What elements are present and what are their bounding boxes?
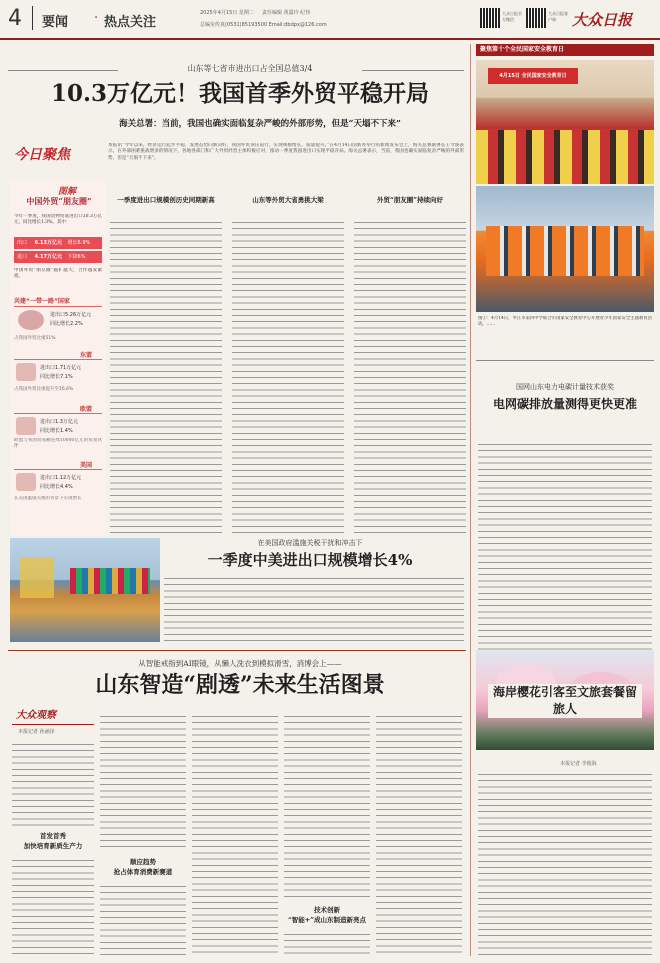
group-line: 进出口1.71万亿元 [40,365,82,371]
feature-headline: 山东智造“剧透”未来生活图景 [95,672,385,698]
intro-tag [14,144,102,164]
us-headline: 一季度中美进出口规模增长4% [207,551,413,569]
group-foot: 在美国滥施关税的背景下实现增长 [14,496,82,501]
row-label: 出口 [17,240,28,246]
group-foot: 欧盟与我国贸易额连续10000亿元的贸易伙伴 [14,438,102,449]
workers-photo [476,186,654,312]
students-photo [476,60,654,184]
infographic-title: 中国外贸“朋友圈” [26,196,92,206]
infographic-panel [10,180,106,536]
map-icon [16,363,36,381]
body-text [478,770,652,956]
group-line: 进出口1.3万亿元 [40,419,78,425]
divider [470,44,471,956]
body-text [284,930,370,956]
section-name: 要闻 [42,15,69,30]
reporter-line: 本报记者 孙涵泽 [18,729,55,735]
col-head: 一季度进出口规模创历史同期新高 [117,196,215,204]
workers-shape [486,226,644,276]
section-sub: 抢占体育消费新赛道 [113,868,173,876]
section-sub: 加快培育新质生产力 [23,842,83,850]
story2-kicker: 国网山东电力电碳计量技术获奖 [516,383,614,391]
body-text [478,440,652,666]
page-number: 4 [8,6,22,31]
group-foot: 占我国外贸比重51% [14,336,56,341]
us-kicker: 在美国政府滥施关税干扰和冲击下 [257,539,363,547]
story3-reporter: 本报记者 李俊海 [560,761,597,767]
lead-kicker: 山东等七省市进出口占全国总值3/4 [187,64,313,73]
body-text [164,574,464,646]
group-line: 进出口1.12万亿元 [40,475,82,481]
newspaper-logo: 大众日报 [572,11,633,29]
containers-shape [70,568,150,594]
lead-headline: 10.3万亿元！我国首季外贸平稳开局 [50,80,430,107]
right-banner [476,44,654,56]
crowd-shape [476,130,654,184]
group-label: 东盟 [80,352,93,359]
group-line: 同比增长2.2% [50,321,83,327]
row-value: 4.17万亿元 [34,254,62,260]
body-text [12,740,94,830]
contact-line: 总编室传真(0531)85193500 Email:dbdpx@126.com [200,22,327,28]
divider [476,360,654,361]
body-text [12,856,94,956]
group-line: 同比增长1.4% [40,428,73,434]
wechat-qr-icon [480,8,500,28]
group-label: 欧盟 [80,406,93,413]
divider [362,70,464,71]
divider [32,6,33,30]
body-text [354,218,466,536]
map-icon [16,417,36,435]
story3-headline: 海岸樱花引客至文旅套餐留旅人 [488,684,642,718]
subsection-name: 热点关注 [104,15,157,30]
separator-dot: · [94,11,99,26]
section-sub: 顺应趋势 [130,858,156,866]
group-line: 同比增长7.1% [40,374,73,380]
group-foot: 占我国外贸比重提升至16.6% [14,387,74,392]
group-line: 同比增长4.4% [40,484,73,490]
row-value: 6.13万亿元 [34,240,62,246]
body-text [100,712,186,852]
qr-label: 大众日报客户端 [548,11,568,22]
group-rule [14,469,102,470]
col-head: 山东等外贸大省勇挑大梁 [252,196,324,204]
row-change: 增长6.9% [67,240,91,246]
col-head: 外贸“朋友圈”持续向好 [377,196,443,204]
infographic-note: 中国外贸“朋友圈”越扩越大，合作越发紧密。 [14,268,102,279]
column-tag: 大众观察 [16,710,56,721]
export-row [14,237,102,249]
port-photo [10,538,160,642]
feature-kicker: 从智能戒指到AI眼镜，从懒人洗衣到模拟滑雪，消博会上—— [138,659,342,668]
story2-headline: 电网碳排放量测得更快更准 [492,397,637,411]
date-line: 2025年4月15日 星期二 [200,10,254,16]
group-line: 进出口5.26万亿元 [50,312,92,318]
photo-caption: 图①：4月14日，枣庄市第四中学联合市国家安全教育中心开展青少年国家安全主题教育活动。…… [478,316,652,327]
body-text [100,882,186,956]
row-label: 进口 [17,254,28,260]
divider [8,650,466,651]
map-icon [16,473,36,491]
body-text [110,218,222,536]
section-sub: 技术创新 [314,906,340,914]
body-text [192,712,278,956]
group-rule [14,413,102,414]
app-qr-icon [526,8,546,28]
section-sub: 首发首秀 [40,832,66,840]
right-banner-text: 聚焦第十个全民国家安全教育日 [480,46,565,53]
crane-shape [20,558,54,598]
qr-label: 大众日报官方微信 [502,11,522,22]
import-row [14,251,102,263]
lead-intro: 本报讯“今年以来，经济运行起步平稳，发展态势向新向好，我国外贸顶压前行，实现规模增长、质量提升。”在4月14日国新办举行的新闻发布会上，海关总署副署长王令浚表示，在外部困难挑战增多的情况下，各地各部门和广大外贸经营主体积极应对，推动一季度我国进出口实现平稳开局。海关总署表示，当前，我国也确实面临复杂严峻的外部形势，但是“天塌不下来”。 [108,143,464,161]
editor-line: 责任编辑 黄露玲 纪伟 [262,10,311,16]
body-text [284,712,370,902]
row-change: 下降6% [67,254,86,260]
divider [12,724,94,725]
body-text [376,712,462,956]
group-label: 共建“一带一路”国家 [14,298,70,305]
globe-icon [18,310,44,330]
photo-banner: 4月15日 全民国家安全教育日 [488,68,578,84]
infographic-small-title: 图解 [58,187,77,197]
group-rule [14,359,102,360]
intro-tag-text: 今日聚焦 [14,147,70,163]
body-text [232,218,344,536]
section-sub: “智能+”成山东制造新亮点 [288,916,366,924]
infographic-intro: 今年一季度，我国货物贸易进出口10.3万亿元，同比增长1.3%。其中： [14,214,102,225]
group-rule [14,306,102,307]
divider [8,70,118,71]
group-label: 美国 [80,462,93,469]
masthead [0,0,660,40]
lead-subhead: 海关总署：当前，我国也确实面临复杂严峻的外部形势，但是“天塌不下来” [119,119,401,129]
